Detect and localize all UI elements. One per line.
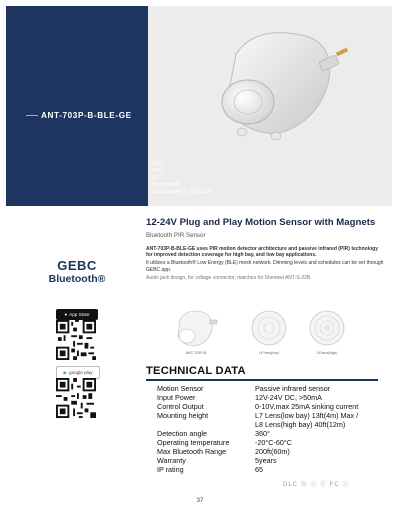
brand-logo-line1: GEBC [57,258,97,273]
spec-value: 200ft(60m) [255,447,290,456]
tag-line [26,115,38,116]
model-tag-text: ANT-703P-B-BLE-GE [41,111,132,120]
cert-item: ETL [152,168,163,174]
image-caption: L8 lens(high) [316,351,338,355]
spec-key: Input Power [157,393,196,402]
spec-row [157,456,377,465]
product-image-high-lens [303,306,351,350]
spec-key [157,420,255,429]
spec-value: 0-10V,max 25mA sinking current [255,402,359,411]
app-store-label: App Store [69,312,90,317]
hero-navy-panel [6,6,148,206]
spec-key: Max Bluetooth Range [157,447,227,456]
spec-row [157,384,377,393]
google-play-label: google play [69,370,93,375]
spec-row [157,393,377,402]
cert-item: DLC [152,175,164,181]
hero-banner [6,6,392,206]
section-divider [146,379,378,381]
product-title: 12-24V Plug and Play Motion Sensor with Magnets [146,217,376,228]
spec-key: Mounting height [157,411,209,420]
cert-item: Bluetooth® [152,182,180,188]
certifications-list [152,161,213,196]
cert-item: FCC [152,161,164,167]
product-subtitle: Bluetooth PIR Sensor [146,232,206,239]
description-grey: Audio jack design, for voltage connector, matches for Shenwei ANT-S-22B. [146,274,312,281]
product-description [146,246,384,283]
product-image-sensor [172,306,220,350]
spec-value: -20°C-60°C [255,438,292,447]
product-image-low-lens [245,306,293,350]
app-store-badge[interactable] [56,309,98,320]
spec-row [157,411,377,420]
apple-icon: ● [64,312,68,317]
spec-key: Warranty [157,456,186,465]
spec-key: Operating temperature [157,438,230,447]
certification-logos: DLC ⓑ ⓔ ⓕ FC ⓒ [283,482,350,488]
spec-row [157,420,377,429]
spec-value: L8 Lens(high bay) 40ft(12m) [255,420,346,429]
spec-value: L7 Lens(low bay) 13ft(4m) Max / [255,411,359,420]
page-number: 37 [196,498,204,504]
spec-row [157,465,377,474]
google-play-qr-code [56,378,96,418]
image-caption: ANT-703P-B [185,351,207,355]
spec-row [157,402,377,411]
spec-value: 5years [255,456,277,465]
description-bold: ANT-703P-B-BLE-GE uses PIR motion detector architecture and passive infrared (PIR) technology for improved detection coverage for high bay, and low bay applications. [146,246,378,259]
app-store-qr-code [56,320,96,360]
brand-logo [42,258,112,285]
spec-value: 12V-24V DC, >50mA [255,393,322,402]
brand-logo-line2: Bluetooth® [48,273,106,285]
spec-key: Control Output [157,402,204,411]
cert-item: Declaration ID: D062134 [152,189,214,195]
spec-row [157,438,377,447]
spec-value: Passive infrared sensor [255,384,331,393]
image-caption: LP lens(low) [259,351,279,355]
technical-data-title: TECHNICAL DATA [146,365,246,377]
spec-key: Motion Sensor [157,384,204,393]
technical-specs-table [157,384,377,474]
description-normal: It utilizes a Bluetooth® Low Energy (BLE) mesh network. Dimming levels and schedules can be set through GEBC app. [146,260,384,273]
model-tag [26,111,132,120]
spec-key: IP rating [157,465,184,474]
spec-value: 360° [255,429,270,438]
spec-row [157,447,377,456]
spec-value: 65 [255,465,263,474]
product-photo [196,14,356,144]
spec-key: Detection angle [157,429,207,438]
google-play-icon: ▶ [63,370,68,375]
spec-row [157,429,377,438]
